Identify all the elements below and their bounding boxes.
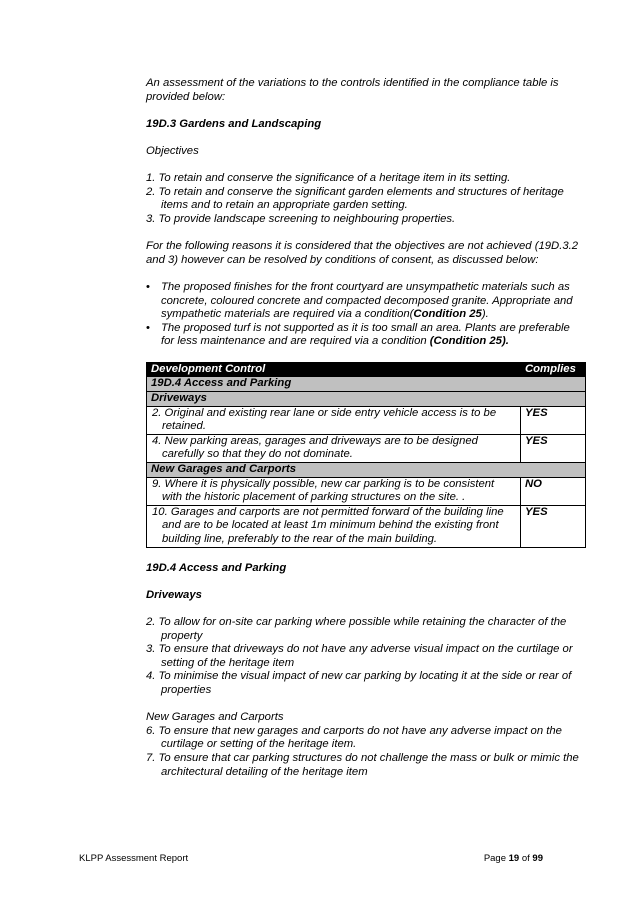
table-row: [147, 505, 586, 547]
table-subsection-garages: New Garages and Carports: [147, 463, 586, 478]
control-text: 9. Where it is physically possible, new car parking is to be consistent with the historic placement of parking structures on the site. .: [147, 477, 521, 505]
table-row: [147, 406, 586, 434]
table-subsection-driveways: Driveways: [147, 392, 586, 407]
header-complies: Complies: [521, 362, 586, 377]
list-item: 2. To retain and conserve the significant garden elements and structures of heritage items and to retain an appropriate garden setting.: [146, 185, 564, 212]
list-item: 3. To provide landscape screening to neighbouring properties.: [146, 212, 456, 225]
table-section-title: 19D.4 Access and Parking: [147, 377, 586, 392]
list-item: 7. To ensure that car parking structures do not challenge the mass or bulk or mimic the architectural detailing of the heritage item: [146, 751, 579, 778]
complies-value: YES: [521, 505, 586, 547]
complies-value: YES: [521, 434, 586, 462]
control-text: 10. Garages and carports are not permitted forward of the building line and are to be located at least 1m minimum behind the existing front building line, preferably to the rear of the main building.: [147, 505, 521, 547]
list-item: 6. To ensure that new garages and carports do not have any adverse impact on the curtilage or setting of the heritage item.: [146, 724, 562, 751]
intro-paragraph: An assessment of the variations to the controls identified in the compliance table is provided below:: [146, 77, 559, 103]
list-item: 3. To ensure that driveways do not have any adverse visual impact on the curtilage or setting of the heritage item: [146, 643, 573, 669]
table-subsection-row: [147, 392, 586, 407]
table-row: [147, 477, 586, 505]
table-header-row: [147, 362, 586, 377]
footer-page-number: Page 19 of 99: [483, 853, 543, 864]
objectives-list: [146, 172, 586, 226]
complies-value: YES: [521, 406, 586, 434]
list-item: 2. To allow for on-site car parking where possible while retaining the character of the property: [146, 615, 567, 642]
compliance-table: [146, 362, 586, 548]
document-body: [146, 77, 586, 779]
footer-report-title: KLPP Assessment Report: [79, 853, 189, 864]
section-heading-access: 19D.4 Access and Parking: [146, 561, 287, 574]
table-row: [147, 434, 586, 462]
subheading-driveways: Driveways: [146, 588, 202, 601]
reasons-bullets: [146, 281, 586, 349]
garages-list: [146, 725, 586, 779]
section-heading-gardens: 19D.3 Gardens and Landscaping: [146, 117, 322, 130]
subheading-garages: New Garages and Carports: [146, 711, 284, 724]
bullet-item: • The proposed turf is not supported as it is too small an area. Plants are preferable for less maintenance and are required via a condition (Condition 25).: [146, 322, 586, 349]
objectives-label: Objectives: [146, 144, 199, 157]
bullet-item: • The proposed finishes for the front courtyard are unsympathetic materials such as concrete, coloured concrete and compacted decomposed granite. Appropriate and sympathetic materials are required via a condition(Condition 25).: [146, 281, 586, 322]
driveways-list: [146, 616, 586, 698]
table-section-row: [147, 377, 586, 392]
control-text: 4. New parking areas, garages and driveways are to be designed carefully so that they do not dominate.: [147, 434, 521, 462]
table-subsection-row: [147, 463, 586, 478]
list-item: 4. To minimise the visual impact of new car parking by locating it at the side or rear of properties: [146, 670, 572, 696]
header-control: Development Control: [147, 362, 521, 377]
reasons-paragraph: For the following reasons it is considered that the objectives are not achieved (19D.3.2 and 3) however can be resolved by conditions of consent, as discussed below:: [146, 240, 579, 266]
list-item: 1. To retain and conserve the significance of a heritage item in its setting.: [146, 172, 511, 185]
page-footer: [79, 853, 543, 864]
control-text: 2. Original and existing rear lane or side entry vehicle access is to be retained.: [147, 406, 521, 434]
complies-value: NO: [521, 477, 586, 505]
